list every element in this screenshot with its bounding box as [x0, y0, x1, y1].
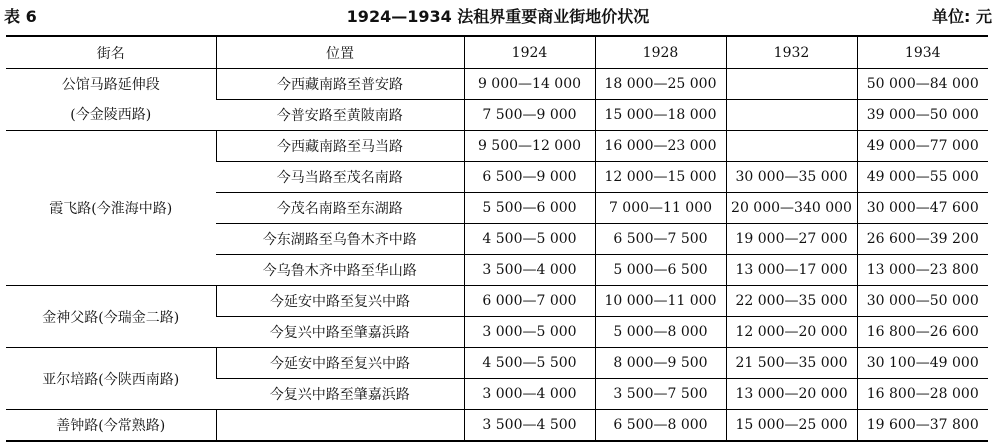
header-row — [6, 36, 988, 69]
table-title: 1924—1934 法租界重要商业街地价状况 — [346, 7, 650, 26]
price-1924-cell: 6 500—9 000 — [464, 162, 595, 193]
street-name-line: (今金陵西路) — [70, 106, 152, 123]
price-1932-cell — [726, 69, 857, 100]
street-name-cell: 金神父路(今瑞金二路) — [6, 286, 216, 348]
price-1924-cell: 7 500—9 000 — [464, 100, 595, 131]
location-cell: 今乌鲁木齐中路至华山路 — [216, 255, 464, 286]
price-1928-cell: 6 500—8 000 — [595, 410, 726, 442]
price-1928-cell: 15 000—18 000 — [595, 100, 726, 131]
street-name-cell: 霞飞路(今淮海中路) — [6, 131, 216, 286]
price-1932-cell: 21 500—35 000 — [726, 348, 857, 379]
table-caption — [0, 0, 996, 30]
header-street: 街名 — [6, 36, 216, 69]
table-row — [6, 131, 988, 162]
street-name-line: 公馆马路延伸段 — [61, 76, 160, 93]
price-1932-cell — [726, 131, 857, 162]
price-1924-cell: 9 000—14 000 — [464, 69, 595, 100]
price-1932-cell — [726, 100, 857, 131]
price-1932-cell: 12 000—20 000 — [726, 317, 857, 348]
price-1934-cell: 30 100—49 000 — [857, 348, 988, 379]
price-1934-cell: 49 000—55 000 — [857, 162, 988, 193]
location-cell: 今西藏南路至马当路 — [216, 131, 464, 162]
location-cell: 今茂名南路至东湖路 — [216, 193, 464, 224]
price-1934-cell: 50 000—84 000 — [857, 69, 988, 100]
price-1928-cell: 18 000—25 000 — [595, 69, 726, 100]
price-1934-cell: 16 800—26 600 — [857, 317, 988, 348]
street-name-cell: 亚尔培路(今陕西南路) — [6, 348, 216, 410]
price-1934-cell: 39 000—50 000 — [857, 100, 988, 131]
location-cell: 今马当路至茂名南路 — [216, 162, 464, 193]
price-1924-cell: 3 500—4 000 — [464, 255, 595, 286]
unit-label: 单位: 元 — [932, 7, 992, 26]
price-1928-cell: 10 000—11 000 — [595, 286, 726, 317]
price-1932-cell: 15 000—25 000 — [726, 410, 857, 442]
location-cell: 今延安中路至复兴中路 — [216, 286, 464, 317]
price-1934-cell: 13 000—23 800 — [857, 255, 988, 286]
table-row — [6, 286, 988, 317]
price-1924-cell: 9 500—12 000 — [464, 131, 595, 162]
price-1928-cell: 5 000—6 500 — [595, 255, 726, 286]
price-1932-cell: 30 000—35 000 — [726, 162, 857, 193]
price-1934-cell: 19 600—37 800 — [857, 410, 988, 442]
location-cell: 今复兴中路至肇嘉浜路 — [216, 317, 464, 348]
location-cell: 今东湖路至乌鲁木齐中路 — [216, 224, 464, 255]
street-name-cell: 善钟路(今常熟路) — [6, 410, 216, 442]
table-row — [6, 348, 988, 379]
price-1932-cell: 19 000—27 000 — [726, 224, 857, 255]
price-1924-cell: 3 000—5 000 — [464, 317, 595, 348]
price-1924-cell: 4 500—5 000 — [464, 224, 595, 255]
price-1924-cell: 6 000—7 000 — [464, 286, 595, 317]
table-row — [6, 69, 988, 100]
header-1924: 1924 — [464, 36, 595, 69]
price-1924-cell: 3 000—4 000 — [464, 379, 595, 410]
header-location: 位置 — [216, 36, 464, 69]
price-1932-cell: 13 000—20 000 — [726, 379, 857, 410]
price-1934-cell: 30 000—47 600 — [857, 193, 988, 224]
header-1932: 1932 — [726, 36, 857, 69]
price-1928-cell: 3 500—7 500 — [595, 379, 726, 410]
price-1928-cell: 5 000—8 000 — [595, 317, 726, 348]
price-1924-cell: 4 500—5 500 — [464, 348, 595, 379]
price-1934-cell: 30 000—50 000 — [857, 286, 988, 317]
price-1928-cell: 8 000—9 500 — [595, 348, 726, 379]
price-1928-cell: 12 000—15 000 — [595, 162, 726, 193]
location-cell: 今西藏南路至普安路 — [216, 69, 464, 100]
price-1934-cell: 49 000—77 000 — [857, 131, 988, 162]
price-1924-cell: 5 500—6 000 — [464, 193, 595, 224]
table-row — [6, 410, 988, 442]
table-number: 表 6 — [4, 7, 37, 26]
location-cell: 今普安路至黄陂南路 — [216, 100, 464, 131]
price-1928-cell: 16 000—23 000 — [595, 131, 726, 162]
price-1934-cell: 16 800—28 000 — [857, 379, 988, 410]
price-1932-cell: 22 000—35 000 — [726, 286, 857, 317]
price-1932-cell: 20 000—340 000 — [726, 193, 857, 224]
price-1924-cell: 3 500—4 500 — [464, 410, 595, 442]
location-cell — [216, 410, 464, 442]
street-name-cell — [6, 69, 216, 131]
price-1928-cell: 7 000—11 000 — [595, 193, 726, 224]
price-1932-cell: 13 000—17 000 — [726, 255, 857, 286]
location-cell: 今复兴中路至肇嘉浜路 — [216, 379, 464, 410]
price-1934-cell: 26 600—39 200 — [857, 224, 988, 255]
land-price-table — [6, 35, 988, 442]
location-cell: 今延安中路至复兴中路 — [216, 348, 464, 379]
header-1928: 1928 — [595, 36, 726, 69]
header-1934: 1934 — [857, 36, 988, 69]
price-1928-cell: 6 500—7 500 — [595, 224, 726, 255]
